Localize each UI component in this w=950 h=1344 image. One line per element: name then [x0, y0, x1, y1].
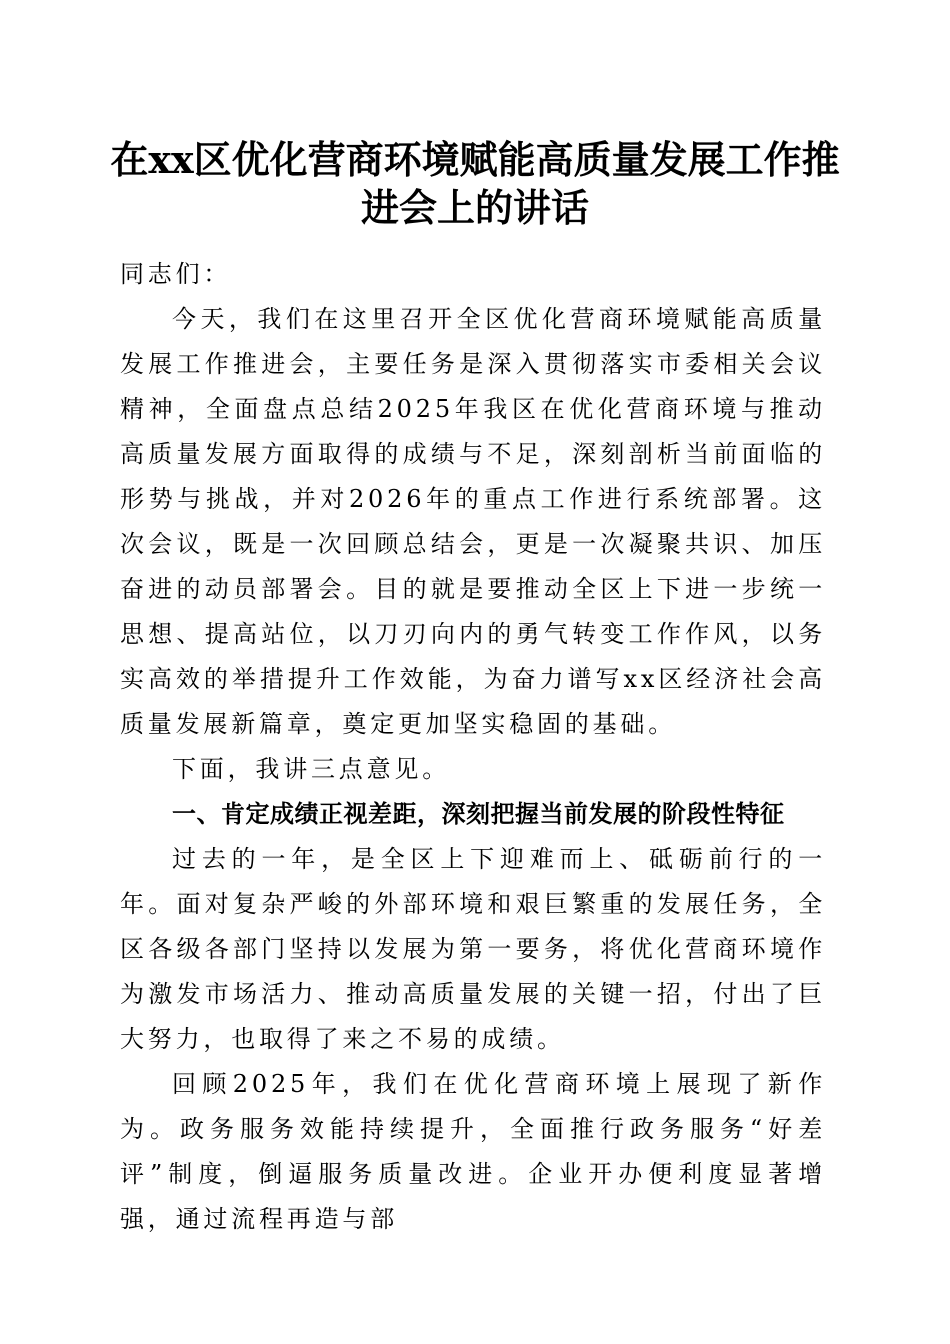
salutation: 同志们：: [120, 260, 232, 288]
paragraph-review-2025: 回顾2025年，我们在优化营商环境上展现了新作为。政务服务效能持续提升，全面推行政务服务“好差评”制度，倒逼服务质量改进。企业开办便利度显著增强，通过流程再造与部: [120, 1070, 826, 1233]
document-title: 在xx区优化营商环境赋能高质量发展工作推进会上的讲话: [110, 137, 840, 230]
paragraph-intro-points: 下面，我讲三点意见。: [172, 755, 450, 783]
document-body: [120, 252, 826, 1242]
paragraph-past-year: 过去的一年，是全区上下迎难而上、砥砺前行的一年。面对复杂严峻的外部环境和艰巨繁重的发展任务，全区各级各部门坚持以发展为第一要务，将优化营商环境作为激发市场活力、推动高质量发展的关键一招，付出了巨大努力，也取得了来之不易的成绩。: [120, 845, 826, 1053]
paragraph-opening: 今天，我们在这里召开全区优化营商环境赋能高质量发展工作推进会，主要任务是深入贯彻落实市委相关会议精神，全面盘点总结2025年我区在优化营商环境与推动高质量发展方面取得的成绩与不足，深刻剖析当前面临的形势与挑战，并对2026年的重点工作进行系统部署。这次会议，既是一次回顾总结会，更是一次凝聚共识、加压奋进的动员部署会。目的就是要推动全区上下进一步统一思想、提高站位，以刀刃向内的勇气转变工作作风，以务实高效的举措提升工作效能，为奋力谱写xx区经济社会高质量发展新篇章，奠定更加坚实稳固的基础。: [120, 305, 826, 738]
section-heading: 一、肯定成绩正视差距，深刻把握当前发展的阶段性特征: [172, 800, 785, 828]
